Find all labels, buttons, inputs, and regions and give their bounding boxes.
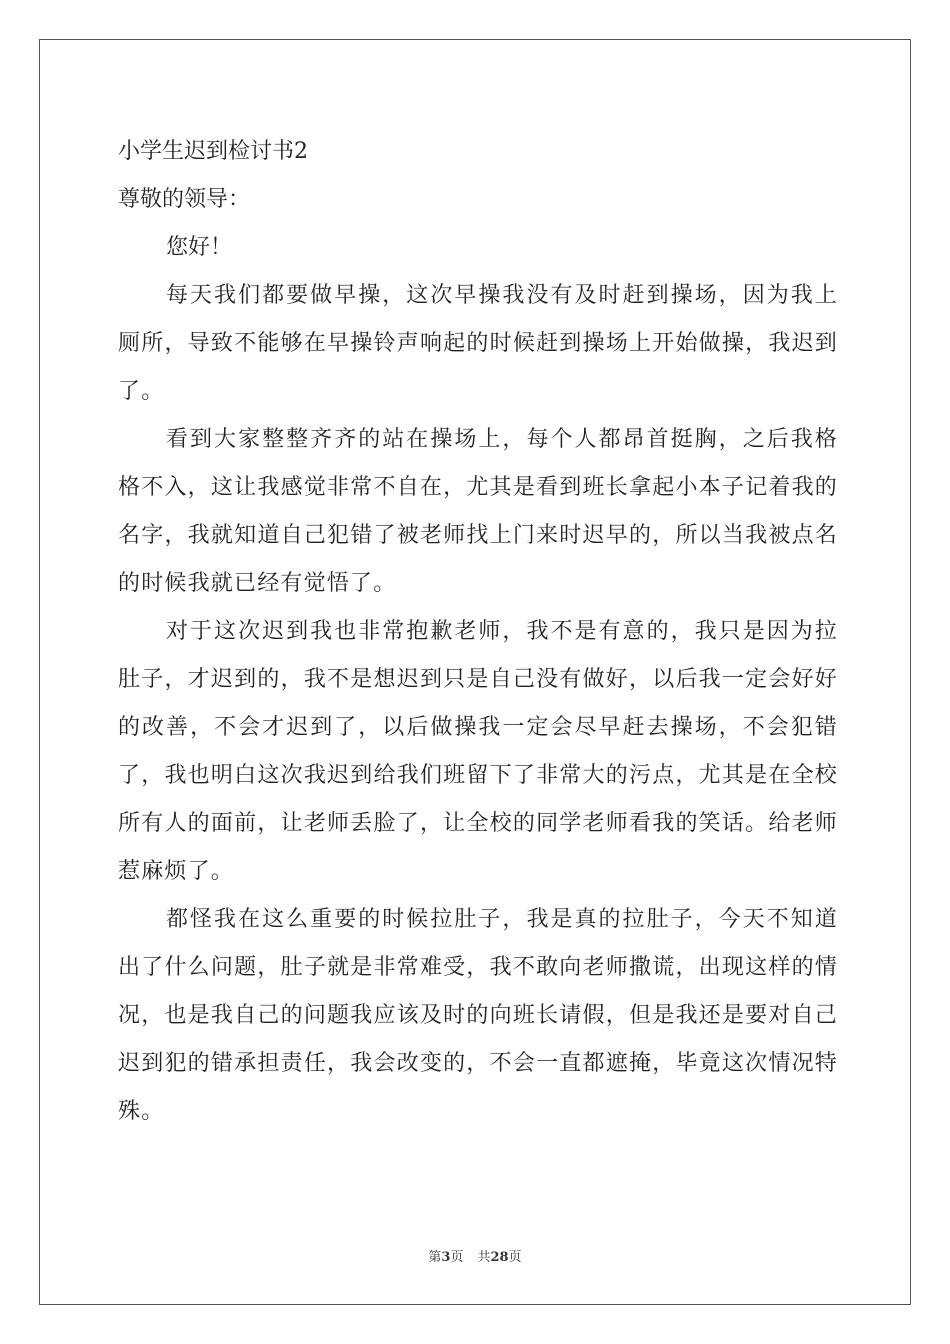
paragraph: 都怪我在这么重要的时候拉肚子，我是真的拉肚子，今天不知道出了什么问题，肚子就是非常难受，我不敢向老师撒谎，出现这样的情况，也是我自己的问题我应该及时的向班长请假，但是我还是要对自己迟到犯的错承担责任，我会改变的，不会一直都遮掩，毕竟这次情况特殊。 [118, 907, 838, 1124]
document-title: 小学生迟到检讨书2 [118, 139, 308, 164]
document-body [118, 128, 838, 1136]
page-suffix: 页 [450, 1250, 464, 1265]
page-footer [0, 1246, 950, 1265]
page-number: 3 [441, 1250, 451, 1265]
total-pages: 28 [490, 1250, 509, 1265]
total-suffix: 页 [508, 1250, 522, 1265]
page-prefix: 第 [428, 1250, 442, 1265]
greeting: 您好！ [166, 235, 233, 260]
paragraph: 对于这次迟到我也非常抱歉老师，我不是有意的，我只是因为拉肚子，才迟到的，我不是想迟到只是自己没有做好，以后我一定会好好的改善，不会才迟到了，以后做操我一定会尽早赶去操场，不会犯错了，我也明白这次我迟到给我们班留下了非常大的污点，尤其是在全校所有人的面前，让老师丢脸了，让全校的同学老师看我的笑话。给老师惹麻烦了。 [118, 619, 838, 884]
paragraph: 看到大家整整齐齐的站在操场上，每个人都昂首挺胸，之后我格格不入，这让我感觉非常不自在，尤其是看到班长拿起小本子记着我的名字，我就知道自己犯错了被老师找上门来时迟早的，所以当我被点名的时候我就已经有觉悟了。 [118, 427, 838, 596]
total-prefix: 共 [477, 1250, 491, 1265]
paragraph: 每天我们都要做早操，这次早操我没有及时赶到操场，因为我上厕所，导致不能够在早操铃声响起的时候赶到操场上开始做操，我迟到了。 [118, 283, 838, 404]
salutation: 尊敬的领导： [118, 187, 251, 212]
